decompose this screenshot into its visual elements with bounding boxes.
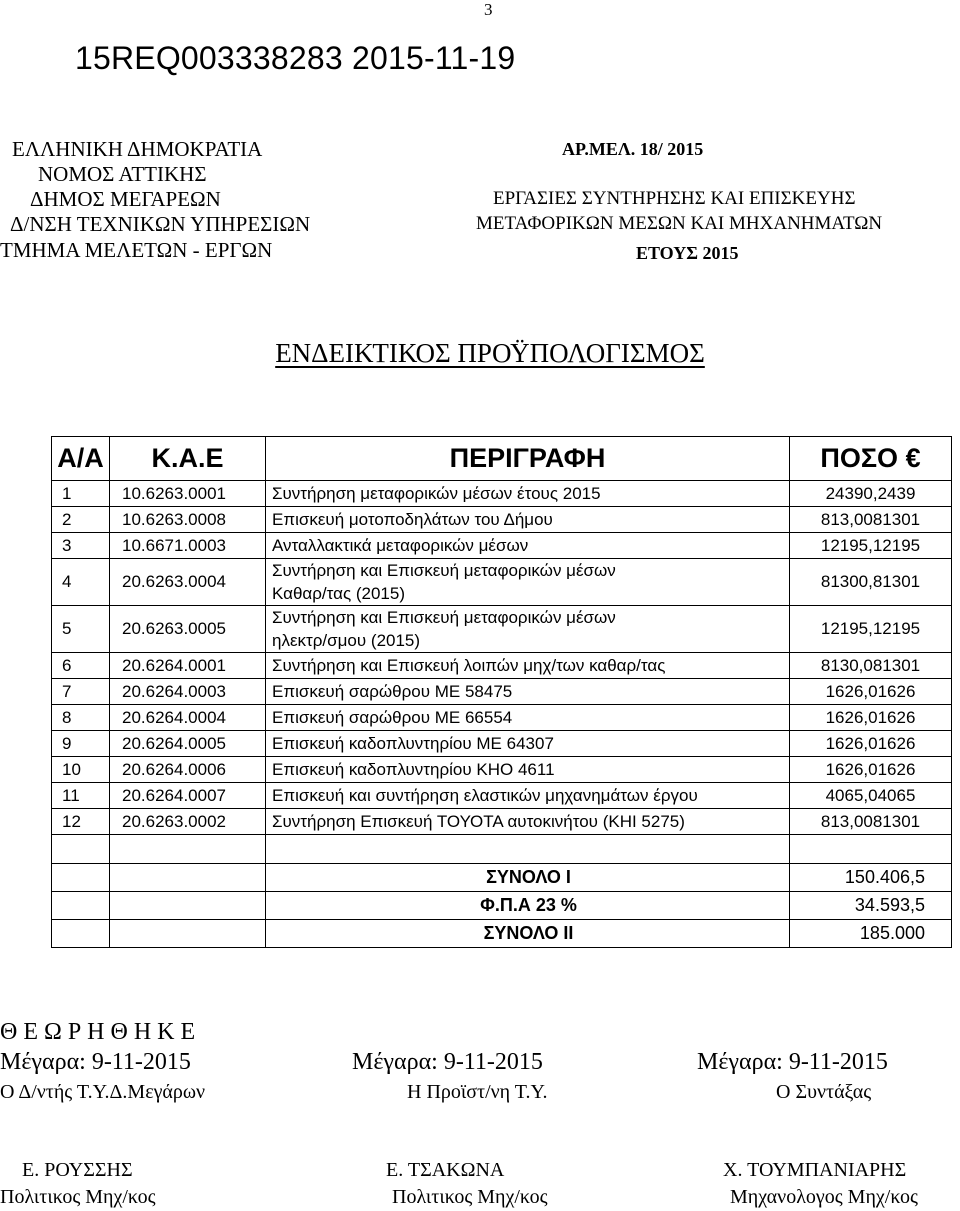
blank-cell <box>52 920 110 948</box>
row-amount: 813,0081301 <box>790 809 952 835</box>
row-description: Ανταλλακτικά μεταφορικών μέσων <box>266 533 790 559</box>
row-amount: 12195,12195 <box>790 606 952 653</box>
left-header-line-3: ΔΗΜΟΣ ΜΕΓΑΡΕΩΝ <box>30 187 221 211</box>
row-amount: 8130,081301 <box>790 653 952 679</box>
table-row <box>52 705 952 731</box>
row-description-line-2: ηλεκτρ/σμου (2015) <box>272 631 421 650</box>
table-row <box>52 783 952 809</box>
row-description: Συντήρηση Επισκευή ΤΟΥΟΤΑ αυτοκινήτου (ΚΗΙ 5275) <box>266 809 790 835</box>
row-amount: 4065,04065 <box>790 783 952 809</box>
signatory-name-2: Ε. ΤΣΑΚΩΝΑ <box>386 1159 505 1181</box>
blank-cell <box>52 864 110 892</box>
row-description: Επισκευή καδοπλυντηρίου ΚΗΟ 4611 <box>266 757 790 783</box>
blank-cell <box>110 864 266 892</box>
row-kae: 20.6263.0004 <box>110 559 266 606</box>
row-aa: 5 <box>52 606 110 653</box>
table-row <box>52 481 952 507</box>
signatory-title-2: Πολιτικος Μηχ/κος <box>392 1186 548 1208</box>
signatory-role-1: Ο Δ/ντής Τ.Υ.Δ.Μεγάρων <box>0 1081 206 1103</box>
vat-row <box>52 892 952 920</box>
left-header-line-1: ΕΛΛΗΝΙΚΗ ΔΗΜΟΚΡΑΤΙΑ <box>12 137 263 161</box>
row-description-line-2: Καθαρ/τας (2015) <box>272 584 405 603</box>
table-row <box>52 533 952 559</box>
table-row <box>52 679 952 705</box>
row-kae: 20.6264.0004 <box>110 705 266 731</box>
grand-total-row <box>52 920 952 948</box>
total-label: ΣΥΝΟΛΟ Ι <box>266 864 790 892</box>
row-kae: 20.6264.0003 <box>110 679 266 705</box>
row-amount: 1626,01626 <box>790 757 952 783</box>
row-aa: 9 <box>52 731 110 757</box>
signatory-role-3: Ο Συντάξας <box>776 1081 872 1103</box>
row-amount: 1626,01626 <box>790 731 952 757</box>
row-description <box>266 606 790 653</box>
approval-date-2: Μέγαρα: 9-11-2015 <box>352 1049 543 1075</box>
table-row <box>52 731 952 757</box>
table-row <box>52 507 952 533</box>
row-amount: 12195,12195 <box>790 533 952 559</box>
header-aa: Α/Α <box>52 437 110 481</box>
header-description: ΠΕΡΙΓΡΑΦΗ <box>266 437 790 481</box>
approval-date-1: Μέγαρα: 9-11-2015 <box>0 1049 191 1075</box>
table-row <box>52 559 952 606</box>
row-kae: 10.6671.0003 <box>110 533 266 559</box>
header-amount-label: ΠΟΣΟ <box>820 443 899 473</box>
grand-total-label: ΣΥΝΟΛΟ ΙΙ <box>266 920 790 948</box>
row-aa: 1 <box>52 481 110 507</box>
signatory-name-3: Χ. ΤΟΥΜΠΑΝΙΑΡΗΣ <box>723 1159 907 1181</box>
blank-cell <box>110 892 266 920</box>
row-kae: 10.6263.0008 <box>110 507 266 533</box>
total-row <box>52 864 952 892</box>
reference-number: ΑΡ.ΜΕΛ. 18/ 2015 <box>562 139 704 159</box>
row-aa: 2 <box>52 507 110 533</box>
blank-row <box>52 835 952 864</box>
left-header-line-2: ΝΟΜΟΣ ΑΤΤΙΚΗΣ <box>38 162 207 186</box>
approval-date-3: Μέγαρα: 9-11-2015 <box>697 1049 888 1075</box>
row-description: Επισκευή σαρώθρου ΜΕ 58475 <box>266 679 790 705</box>
table-header-row <box>52 437 952 481</box>
row-description: Συντήρηση μεταφορικών μέσων έτους 2015 <box>266 481 790 507</box>
row-description: Συντήρηση και Επισκευή λοιπών μηχ/των καθαρ/τας <box>266 653 790 679</box>
row-aa: 7 <box>52 679 110 705</box>
signatory-role-2: Η Προϊστ/νη Τ.Υ. <box>407 1081 548 1103</box>
row-kae: 20.6264.0005 <box>110 731 266 757</box>
approval-heading: Θ Ε Ω Ρ Η Θ Η Κ Ε <box>0 1019 196 1045</box>
budget-title: ΕΝΔΕΙΚΤΙΚΟΣ ΠΡΟΫΠΟΛΟΓΙΣΜΟΣ <box>275 338 705 368</box>
row-amount: 1626,01626 <box>790 679 952 705</box>
signatory-name-1: Ε. ΡΟΥΣΣΗΣ <box>22 1159 133 1181</box>
row-kae: 20.6264.0007 <box>110 783 266 809</box>
grand-total-value: 185.000 <box>790 920 952 948</box>
signatory-title-1: Πολιτικος Μηχ/κος <box>0 1186 156 1208</box>
blank-cell <box>266 835 790 864</box>
row-aa: 6 <box>52 653 110 679</box>
document-id: 15REQ003338283 2015-11-19 <box>75 40 516 76</box>
blank-cell <box>52 892 110 920</box>
work-title-line-1: ΕΡΓΑΣΙΕΣ ΣΥΝΤΗΡΗΣΗΣ ΚΑΙ ΕΠΙΣΚΕΥΗΣ <box>493 188 856 209</box>
header-kae: Κ.Α.Ε <box>110 437 266 481</box>
row-aa: 12 <box>52 809 110 835</box>
row-aa: 10 <box>52 757 110 783</box>
work-title-line-2: ΜΕΤΑΦΟΡΙΚΩΝ ΜΕΣΩΝ ΚΑΙ ΜΗΧΑΝΗΜΑΤΩΝ <box>476 213 883 234</box>
row-kae: 20.6264.0006 <box>110 757 266 783</box>
row-description: Επισκευή μοτοποδηλάτων του Δήμου <box>266 507 790 533</box>
row-amount: 24390,2439 <box>790 481 952 507</box>
row-kae: 20.6263.0005 <box>110 606 266 653</box>
blank-cell <box>110 835 266 864</box>
row-amount: 813,0081301 <box>790 507 952 533</box>
page-number: 3 <box>484 0 493 19</box>
table-row <box>52 653 952 679</box>
row-aa: 3 <box>52 533 110 559</box>
row-kae: 10.6263.0001 <box>110 481 266 507</box>
euro-icon: € <box>905 443 921 473</box>
vat-value: 34.593,5 <box>790 892 952 920</box>
work-year: ΕΤΟΥΣ 2015 <box>636 243 739 263</box>
vat-label: Φ.Π.Α 23 % <box>266 892 790 920</box>
left-header-line-5: ΤΜΗΜΑ ΜΕΛΕΤΩΝ - ΕΡΓΩΝ <box>0 238 273 262</box>
row-amount: 81300,81301 <box>790 559 952 606</box>
row-description-line-1: Συντήρηση και Επισκευή μεταφορικών μέσων <box>272 608 616 627</box>
row-aa: 8 <box>52 705 110 731</box>
row-aa: 4 <box>52 559 110 606</box>
blank-cell <box>110 920 266 948</box>
row-description: Επισκευή και συντήρηση ελαστικών μηχανημάτων έργου <box>266 783 790 809</box>
table-row <box>52 606 952 653</box>
blank-cell <box>790 835 952 864</box>
row-amount: 1626,01626 <box>790 705 952 731</box>
row-description <box>266 559 790 606</box>
total-value: 150.406,5 <box>790 864 952 892</box>
left-header-line-4: Δ/ΝΣΗ ΤΕΧΝΙΚΩΝ ΥΠΗΡΕΣΙΩΝ <box>10 212 311 236</box>
blank-cell <box>52 835 110 864</box>
row-description: Επισκευή σαρώθρου ΜΕ 66554 <box>266 705 790 731</box>
row-kae: 20.6264.0001 <box>110 653 266 679</box>
header-amount <box>790 437 952 481</box>
table-row <box>52 809 952 835</box>
table-row <box>52 757 952 783</box>
row-description-line-1: Συντήρηση και Επισκευή μεταφορικών μέσων <box>272 561 616 580</box>
row-kae: 20.6263.0002 <box>110 809 266 835</box>
signatory-title-3: Μηχανολογος Μηχ/κος <box>730 1186 918 1208</box>
row-description: Επισκευή καδοπλυντηρίου ΜΕ 64307 <box>266 731 790 757</box>
budget-table <box>51 436 952 948</box>
row-aa: 11 <box>52 783 110 809</box>
